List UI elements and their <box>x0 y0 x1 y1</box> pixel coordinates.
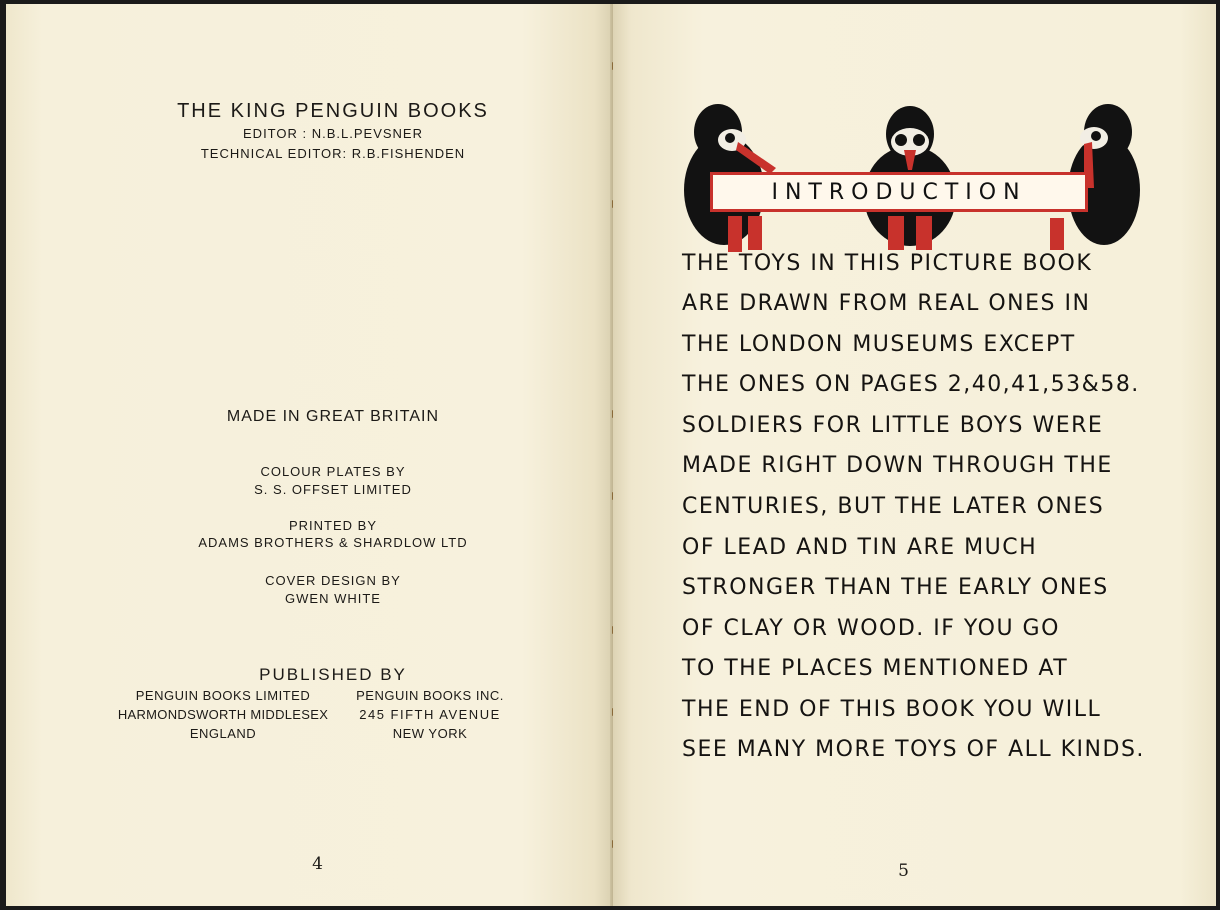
intro-line: THE TOYS IN THIS PICTURE BOOK <box>682 251 1093 276</box>
intro-line: STRONGER THAN THE EARLY ONES <box>682 575 1109 600</box>
publisher-uk-line: PENGUIN BOOKS LIMITED <box>135 688 311 703</box>
editor-credit: EDITOR : N.B.L.PEVSNER <box>243 126 423 141</box>
colour-plates-label: COLOUR PLATES BY <box>260 464 406 479</box>
technical-editor-credit: TECHNICAL EDITOR: R.B.FISHENDEN <box>200 146 466 161</box>
cover-design-credit: GWEN WHITE <box>285 591 381 606</box>
intro-line: THE END OF THIS BOOK YOU WILL <box>682 697 1102 722</box>
page-number-left: 4 <box>312 854 324 874</box>
intro-line: OF LEAD AND TIN ARE MUCH <box>682 535 1038 560</box>
made-in-label: MADE IN GREAT BRITAIN <box>226 408 440 425</box>
publisher-us-line: 245 FIFTH AVENUE <box>359 707 501 722</box>
intro-line: ARE DRAWN FROM REAL ONES IN <box>682 291 1091 316</box>
publisher-us-line: NEW YORK <box>392 726 468 741</box>
series-title: THE KING PENGUIN BOOKS <box>177 100 489 122</box>
publisher-uk-line: ENGLAND <box>189 726 257 741</box>
intro-line: THE ONES ON PAGES 2,40,41,53&58. <box>682 372 1140 397</box>
publisher-us-line: PENGUIN BOOKS INC. <box>356 688 504 703</box>
cover-design-label: COVER DESIGN BY <box>265 573 401 588</box>
page-number-right: 5 <box>898 861 910 881</box>
intro-line: CENTURIES, BUT THE LATER ONES <box>682 494 1105 519</box>
intro-line: SOLDIERS FOR LITTLE BOYS WERE <box>682 413 1104 438</box>
intro-line: TO THE PLACES MENTIONED AT <box>682 656 1069 681</box>
introduction-banner: INTRODUCTION <box>710 172 1088 212</box>
printed-by-credit: ADAMS BROTHERS & SHARDLOW LTD <box>198 535 468 550</box>
colour-plates-credit: S. S. OFFSET LIMITED <box>254 482 412 497</box>
printed-by-label: PRINTED BY <box>288 518 377 533</box>
intro-line: MADE RIGHT DOWN THROUGH THE <box>682 453 1113 478</box>
intro-line: THE LONDON MUSEUMS EXCEPT <box>682 332 1076 357</box>
published-by-label: PUBLISHED BY <box>259 665 407 684</box>
intro-line: SEE MANY MORE TOYS OF ALL KINDS. <box>682 737 1145 762</box>
intro-line: OF CLAY OR WOOD. IF YOU GO <box>682 616 1060 641</box>
publisher-uk-line: HARMONDSWORTH MIDDLESEX <box>117 707 329 722</box>
